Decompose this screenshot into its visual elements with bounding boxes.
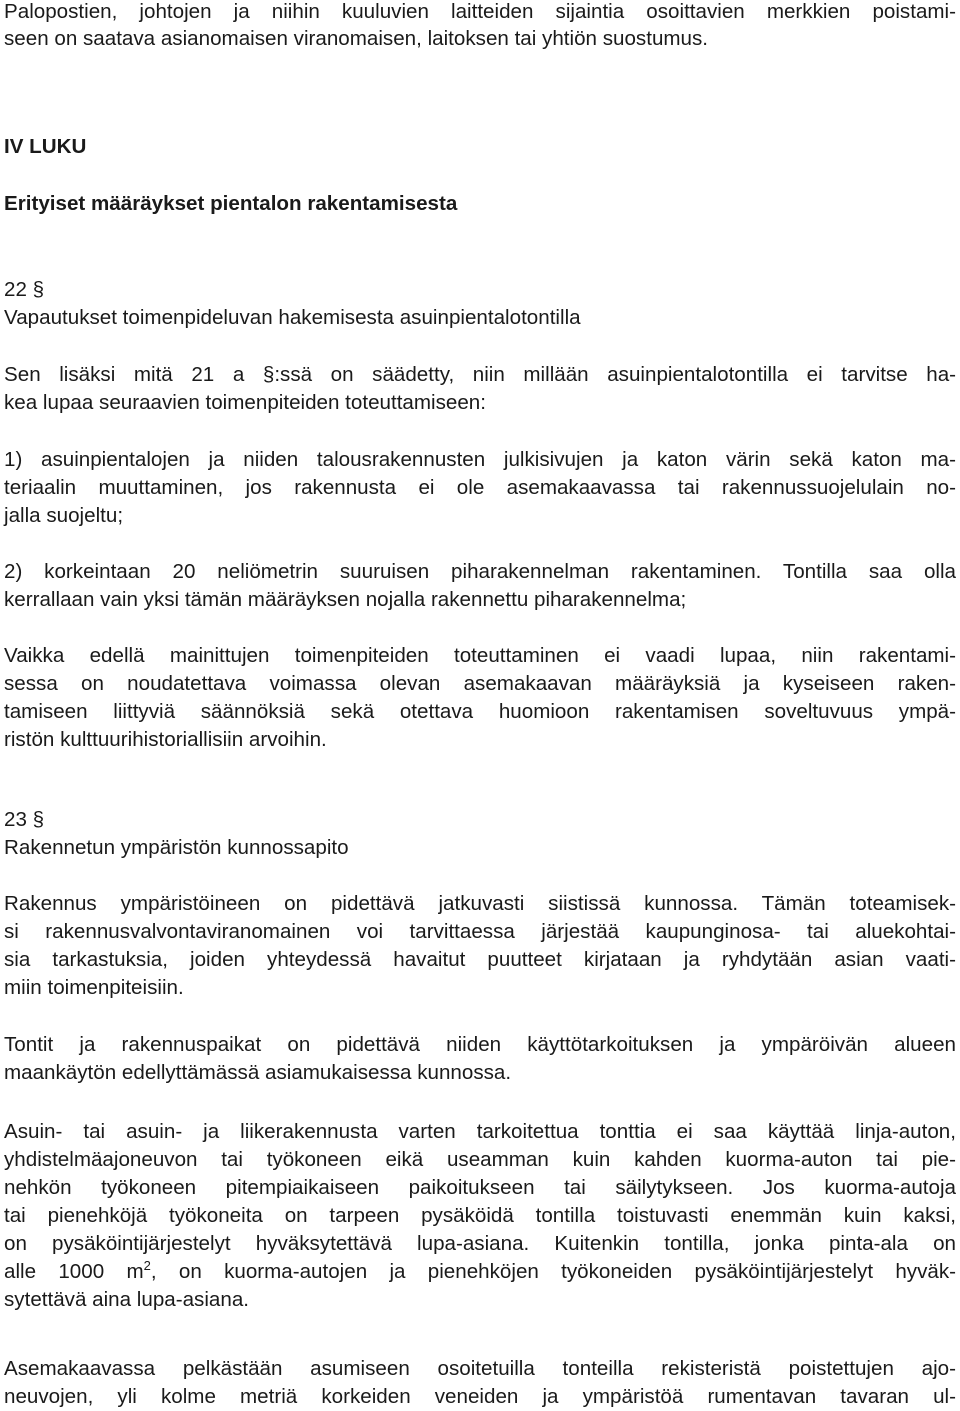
section-23-para-2-line-1: Tontit ja rakennuspaikat on pidettävä niiden käyttötarkoituksen ja ympäröivän alueen xyxy=(4,1033,956,1056)
section-22-item-1-line-2: teriaalin muuttaminen, jos rakennusta ei ole asemakaavassa tai rakennussuojelulain no- xyxy=(4,476,956,499)
section-23-para-3-line-4: tai pienehköjä työkoneita on tarpeen pysäköidä tontilla toistuvasti enemmän kuin kaksi, xyxy=(4,1204,956,1227)
section-22-para-2-line-4: ristön kulttuurihistoriallisiin arvoihin. xyxy=(4,728,327,751)
para-text: alle 1000 m xyxy=(4,1260,144,1283)
section-23-number: 23 xyxy=(4,808,27,831)
para-text: , on kuorma-autojen ja pienehköjen työkoneiden pysäköintijärjestelyt hyväk- xyxy=(150,1260,957,1283)
section-22-number: 22 xyxy=(4,278,27,301)
section-sign-icon: § xyxy=(32,808,45,831)
section-23-para-3-line-6 xyxy=(4,1260,956,1286)
section-23-heading xyxy=(4,808,956,834)
para-text: :ssä on säädetty, niin millään asuinpientalotontilla ei tarvitse ha- xyxy=(274,363,957,386)
section-22-para-2-line-2: sessa on noudatettava voimassa olevan asemakaavan määräyksiä ja kyseiseen raken- xyxy=(4,672,956,695)
section-sign-icon: § xyxy=(262,363,275,386)
section-23-para-1-line-2: si rakennusvalvontaviranomainen voi tarvittaessa järjestää kaupunginosa- tai aluekohtai- xyxy=(4,920,956,943)
section-22-item-2-line-2: kerrallaan vain yksi tämän määräyksen nojalla rakennettu piharakennelma; xyxy=(4,588,687,611)
section-23-title: Rakennetun ympäristön kunnossapito xyxy=(4,836,349,859)
intro-line-1: Palopostien, johtojen ja niihin kuuluvien laitteiden sijaintia osoittavien merkkien poistami- xyxy=(4,0,956,23)
section-23-para-3-line-1: Asuin- tai asuin- ja liikerakennusta varten tarkoitettua tonttia ei saa käyttää linja-auton, xyxy=(4,1120,956,1143)
section-23-para-1-line-1: Rakennus ympäristöineen on pidettävä jatkuvasti siistissä kunnossa. Tämän toteamisek- xyxy=(4,892,956,915)
section-23-para-2-line-2: maankäytön edellyttämässä asiamukaisessa kunnossa. xyxy=(4,1061,512,1084)
section-23-para-1-line-4: miin toimenpiteisiin. xyxy=(4,976,184,999)
section-22-para-2-line-1: Vaikka edellä mainittujen toimenpiteiden toteuttaminen ei vaadi lupaa, niin rakentami- xyxy=(4,644,956,667)
section-23-para-3-line-7: sytettävä aina lupa-asiana. xyxy=(4,1288,249,1311)
section-sign-icon: § xyxy=(32,278,45,301)
section-22-para-1-line-1 xyxy=(4,363,956,389)
section-22-heading xyxy=(4,278,956,304)
section-22-item-2-line-1: 2) korkeintaan 20 neliömetrin suuruisen piharakennelman rakentaminen. Tontilla saa olla xyxy=(4,560,956,583)
chapter-number: IV LUKU xyxy=(4,135,87,158)
section-23-para-3-line-2: yhdistelmäajoneuvon tai työkoneen eikä useamman kuin kahden kuorma-auton tai pie- xyxy=(4,1148,956,1171)
section-23-para-4-line-1: Asemakaavassa pelkästään asumiseen osoitetuilla tonteilla rekisteristä poistettujen ajo- xyxy=(4,1357,956,1380)
section-22-para-1-line-2: kea lupaa seuraavien toimenpiteiden toteuttamiseen: xyxy=(4,391,486,414)
section-22-para-2-line-3: tamiseen liittyviä säännöksiä sekä otettava huomioon rakentamisen soveltuvuus ympä- xyxy=(4,700,956,723)
superscript: 2 xyxy=(143,1258,151,1273)
section-22-item-1-line-1: 1) asuinpientalojen ja niiden talousrakennusten julkisivujen ja katon värin sekä katon ma- xyxy=(4,448,956,471)
section-23-para-4-line-2: neuvojen, yli kolme metriä korkeiden veneiden ja ympäristöä rumentavan tavaran ul- xyxy=(4,1385,956,1408)
chapter-title: Erityiset määräykset pientalon rakentamisesta xyxy=(4,192,458,215)
intro-line-2: seen on saatava asianomaisen viranomaisen, laitoksen tai yhtiön suostumus. xyxy=(4,27,709,50)
section-23-para-1-line-3: sia tarkastuksia, joiden yhteydessä havaitut puutteet kirjataan ja ryhdytään asian vaati- xyxy=(4,948,956,971)
section-22-title: Vapautukset toimenpideluvan hakemisesta asuinpientalotontilla xyxy=(4,306,581,329)
para-text: Sen lisäksi mitä 21 a xyxy=(4,363,263,386)
section-23-para-3-line-5: on pysäköintijärjestelyt hyväksytettävä lupa-asiana. Kuitenkin tontilla, jonka pinta-ala on xyxy=(4,1232,956,1255)
section-23-para-3-line-3: nehkön työkoneen pitempiaikaiseen paikoitukseen tai säilytykseen. Jos kuorma-autoja xyxy=(4,1176,956,1199)
section-22-item-1-line-3: jalla suojeltu; xyxy=(4,504,124,527)
